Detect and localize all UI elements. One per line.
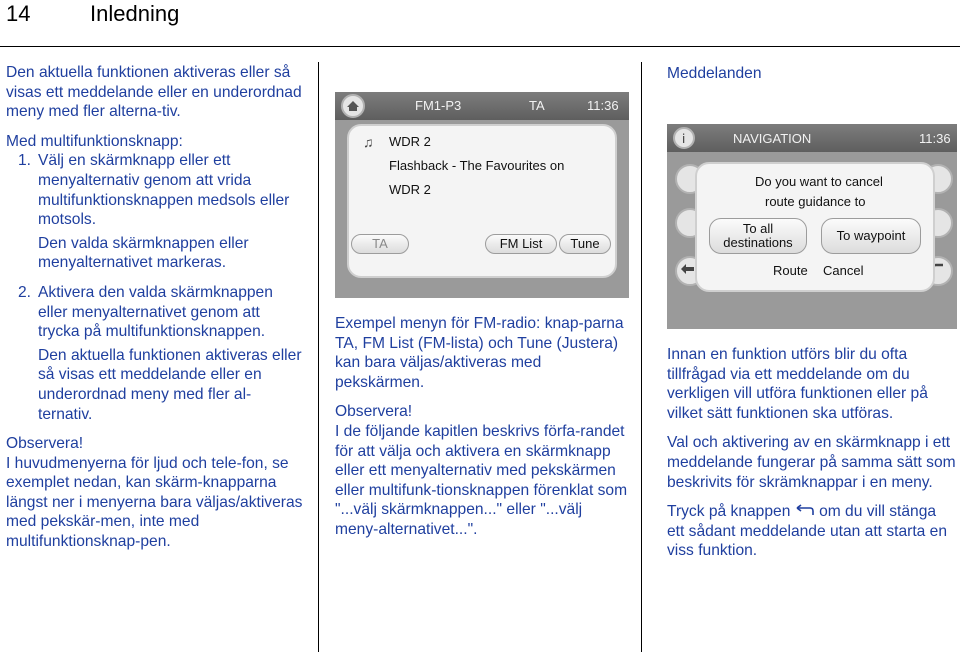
screen-status-bar [667, 124, 957, 152]
paragraph: Val och aktivering av en skärmknapp i ett meddelande fungerar på samma sätt som beskrivits för skrämknappar i en meny. [667, 434, 956, 491]
paragraph [667, 502, 957, 561]
screen-caption [335, 314, 629, 392]
step-2 [6, 283, 304, 342]
tune-button[interactable]: Tune [559, 234, 611, 254]
message-line: Do you want to cancel [755, 174, 883, 189]
list-item[interactable]: WDR 2 [389, 182, 431, 197]
column-divider-right [641, 62, 642, 652]
list-item[interactable]: Flashback - The Favourites on [389, 158, 565, 173]
caption-ta-label: TA [335, 334, 354, 352]
station-panel [347, 124, 617, 278]
to-waypoint-button[interactable]: To waypoint [821, 218, 921, 254]
cancel-button[interactable]: Cancel [823, 263, 864, 278]
paragraph-text: Tryck på knappen [667, 503, 791, 521]
paragraph: Innan en funktion utförs blir du ofta tillfrågad via ett meddelande om du verkligen vill utföra funktionen eller på vilket sätt funktionen ska utföras. [667, 346, 928, 422]
ta-status: TA [529, 98, 545, 113]
step-number: 1. [18, 152, 32, 170]
svg-text:i: i [682, 132, 686, 146]
step-number: 2. [18, 283, 32, 301]
route-button[interactable]: Route [773, 263, 808, 278]
band-label: FM1-P3 [415, 98, 462, 113]
music-note-icon: ♫ [363, 134, 374, 150]
list-item[interactable]: WDR 2 [389, 134, 431, 149]
info-icon [673, 127, 695, 149]
clock: 11:36 [587, 98, 619, 113]
chapter-title: Inledning [90, 1, 180, 26]
clock: 11:36 [919, 131, 951, 146]
right-column [667, 345, 957, 571]
caption-text: kan bara väljas/aktiveras med pekskärmen. [335, 354, 542, 391]
step-1 [6, 151, 304, 229]
fm-list-button[interactable]: FM List [485, 234, 557, 254]
caption-text: och [483, 334, 518, 352]
caption-text: , [353, 334, 363, 352]
messages-heading: Meddelanden [667, 65, 762, 82]
left-column [6, 63, 304, 552]
caption-fm-list-label: FM List (FM-lista) [362, 334, 484, 352]
button-label: To all [742, 221, 774, 236]
screen-title: NAVIGATION [733, 131, 812, 146]
step-2-note: Den aktuella funktionen aktiveras eller så visas ett meddelande eller en underordnad meny med fler al-ternativ. [38, 346, 302, 423]
column-divider-left [318, 62, 319, 652]
message-dialog [695, 162, 935, 292]
page-header [0, 0, 960, 47]
page-number: 14 [6, 1, 31, 26]
fm-radio-screenshot [335, 62, 629, 298]
paragraph-text: om du vill stänga ett sådant meddelande utan att starta en viss funktion. [667, 503, 948, 560]
step-text: Välj en skärmknapp eller ett menyalternativ genom att vrida multifunktionsknappen medsols eller motsols. [38, 152, 290, 229]
middle-column [335, 314, 629, 540]
ta-button[interactable]: TA [351, 234, 409, 254]
caption-text: Exempel menyn för FM-radio: knap-parna [335, 315, 624, 332]
note-heading: Observera! [6, 435, 84, 453]
screen-status-bar [335, 92, 629, 120]
multiknob-heading: Med multifunktionsknapp: [6, 132, 183, 150]
navigation-screenshot [667, 124, 957, 329]
step-1-note: Den valda skärmknappen eller menyalternativet markeras. [38, 234, 249, 272]
intro-text: Den aktuella funktionen aktiveras eller så visas ett meddelande eller en underordnad meny med fler alterna-tiv. [6, 64, 302, 121]
note-text: I huvudmenyerna för ljud och tele-fon, se exemplet nedan, kan skärm-knapparna längst ner i menyerna bara väljas/aktiveras med pekskär-men, inte med multifunktionsknap-pen. [6, 454, 303, 551]
note-heading: Observera! [335, 403, 413, 421]
to-all-destinations-button[interactable] [709, 218, 807, 254]
home-icon[interactable] [341, 94, 365, 118]
caption-tune-label: Tune (Justera) [517, 334, 619, 352]
message-line: route guidance to [765, 194, 866, 209]
button-label: destinations [723, 235, 793, 250]
step-text: Aktivera den valda skärmknappen eller menyalternativet genom att trycka på multifunktionsknappen. [38, 283, 273, 341]
note-text: I de följande kapitlen beskrivs förfa-randet för att välja och aktivera en skärmknapp eller ett menyalternativ med pekskärmen eller multifunk-tionsknappen förenklat som "...välj skärmknappen..." eller "...välj meny-alternativet...". [335, 422, 628, 538]
back-arrow-icon [795, 502, 815, 522]
